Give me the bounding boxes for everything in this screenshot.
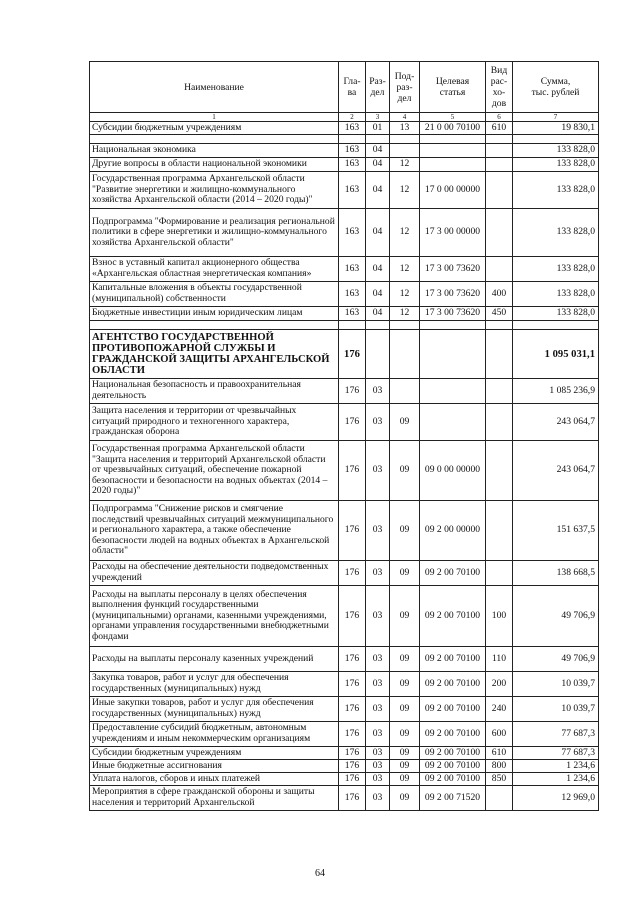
cell-target: 09 2 00 70100 xyxy=(420,561,486,586)
header-razdel: Раз- дел xyxy=(366,62,390,113)
cell-vid: 610 xyxy=(486,747,513,760)
cell-sum: 12 969,0 xyxy=(513,786,599,811)
cell-podrazdel: 09 xyxy=(390,586,420,647)
cell-razdel: 04 xyxy=(366,172,390,209)
cell-sum: 1 234,6 xyxy=(513,773,599,786)
cell-glava: 163 xyxy=(339,122,366,135)
cell-podrazdel: 09 xyxy=(390,773,420,786)
cell-razdel: 04 xyxy=(366,257,390,282)
cell-podrazdel: 09 xyxy=(390,760,420,773)
cell-glava: 176 xyxy=(339,722,366,747)
cell-name: АГЕНТСТВО ГОСУДАРСТВЕННОЙ ПРОТИВОПОЖАРНОЙ СЛУЖБЫ И ГРАЖДАНСКОЙ ЗАЩИТЫ АРХАНГЕЛЬСКОЙ ОБЛАСТИ xyxy=(90,330,339,379)
cell-razdel: 03 xyxy=(366,786,390,811)
cell-sum: 77 687,3 xyxy=(513,747,599,760)
spacer-cell xyxy=(420,135,486,144)
cell-name: Субсидии бюджетным учреждениям xyxy=(90,122,339,135)
cell-sum: 133 828,0 xyxy=(513,172,599,209)
cell-razdel: 04 xyxy=(366,307,390,321)
cell-name: Мероприятия в сфере гражданской обороны и защиты населения и территорий Архангельской xyxy=(90,786,339,811)
cell-vid xyxy=(486,158,513,172)
table-row xyxy=(90,697,599,722)
header-sum: Сумма, тыс. рублей xyxy=(513,62,599,113)
header-vid: Вид рас- хо- дов xyxy=(486,62,513,113)
table-row xyxy=(90,307,599,321)
cell-glava: 176 xyxy=(339,697,366,722)
table-row xyxy=(90,282,599,307)
cell-sum: 243 064,7 xyxy=(513,404,599,441)
cell-vid: 600 xyxy=(486,722,513,747)
cell-razdel: 04 xyxy=(366,209,390,257)
cell-target: 09 2 00 70100 xyxy=(420,773,486,786)
cell-sum: 19 830,1 xyxy=(513,122,599,135)
header-podrazdel: Под- раз- дел xyxy=(390,62,420,113)
cell-vid xyxy=(486,172,513,209)
cell-name: Взнос в уставный капитал акционерного общества «Архангельская областная энергетическая компания» xyxy=(90,257,339,282)
page-number: 64 xyxy=(315,868,325,879)
cell-target xyxy=(420,404,486,441)
cell-target: 09 2 00 70100 xyxy=(420,672,486,697)
cell-vid xyxy=(486,404,513,441)
cell-razdel: 03 xyxy=(366,722,390,747)
header-name: Наименование xyxy=(90,62,339,113)
cell-glava: 176 xyxy=(339,760,366,773)
spacer-cell xyxy=(339,321,366,330)
cell-razdel: 03 xyxy=(366,773,390,786)
cell-razdel: 03 xyxy=(366,379,390,404)
table-row xyxy=(90,647,599,672)
spacer-cell xyxy=(366,135,390,144)
cell-vid: 850 xyxy=(486,773,513,786)
header-target: Целевая статья xyxy=(420,62,486,113)
cell-glava: 176 xyxy=(339,561,366,586)
cell-name: Субсидии бюджетным учреждениям xyxy=(90,747,339,760)
cell-sum: 77 687,3 xyxy=(513,722,599,747)
cell-glava: 163 xyxy=(339,209,366,257)
cell-name: Предоставление субсидий бюджетным, автономным учреждениям и иным некоммерческим организациям xyxy=(90,722,339,747)
cell-podrazdel xyxy=(390,144,420,158)
cell-name: Расходы на выплаты персоналу в целях обеспечения выполнения функций государственными (муниципальными) органами, казенными учреждениями, органами управления государственными внебюджетными фондами xyxy=(90,586,339,647)
cell-glava: 176 xyxy=(339,786,366,811)
cell-podrazdel: 09 xyxy=(390,672,420,697)
cell-sum: 133 828,0 xyxy=(513,282,599,307)
cell-vid: 450 xyxy=(486,307,513,321)
spacer-cell xyxy=(366,321,390,330)
spacer-cell xyxy=(90,135,339,144)
table-row xyxy=(90,441,599,501)
spacer-row xyxy=(90,135,599,144)
col-number: 1 xyxy=(90,113,339,122)
table-row xyxy=(90,586,599,647)
cell-glava: 176 xyxy=(339,404,366,441)
cell-target: 09 2 00 70100 xyxy=(420,747,486,760)
cell-name: Расходы на выплаты персоналу казенных учреждений xyxy=(90,647,339,672)
cell-glava: 163 xyxy=(339,257,366,282)
table-row xyxy=(90,760,599,773)
cell-podrazdel: 09 xyxy=(390,722,420,747)
col-number: 3 xyxy=(366,113,390,122)
cell-glava: 176 xyxy=(339,330,366,379)
table-row xyxy=(90,561,599,586)
table-row xyxy=(90,501,599,561)
cell-vid: 610 xyxy=(486,122,513,135)
spacer-cell xyxy=(420,321,486,330)
cell-target xyxy=(420,158,486,172)
cell-glava: 163 xyxy=(339,307,366,321)
cell-sum: 49 706,9 xyxy=(513,586,599,647)
cell-podrazdel: 09 xyxy=(390,647,420,672)
cell-target: 17 3 00 73620 xyxy=(420,282,486,307)
table-row-agency xyxy=(90,330,599,379)
cell-glava: 176 xyxy=(339,586,366,647)
cell-sum: 138 668,5 xyxy=(513,561,599,586)
cell-target: 17 0 00 00000 xyxy=(420,172,486,209)
cell-name: Иные закупки товаров, работ и услуг для обеспечения государственных (муниципальных) нужд xyxy=(90,697,339,722)
cell-name: Другие вопросы в области национальной экономики xyxy=(90,158,339,172)
cell-podrazdel: 09 xyxy=(390,697,420,722)
spacer-cell xyxy=(486,135,513,144)
cell-razdel: 03 xyxy=(366,501,390,561)
cell-sum: 133 828,0 xyxy=(513,144,599,158)
cell-vid xyxy=(486,501,513,561)
cell-target: 17 3 00 00000 xyxy=(420,209,486,257)
cell-vid xyxy=(486,257,513,282)
cell-podrazdel xyxy=(390,379,420,404)
spacer-cell xyxy=(513,321,599,330)
col-number: 2 xyxy=(339,113,366,122)
cell-vid: 100 xyxy=(486,586,513,647)
cell-podrazdel: 12 xyxy=(390,307,420,321)
table-row xyxy=(90,404,599,441)
spacer-row xyxy=(90,321,599,330)
cell-podrazdel: 09 xyxy=(390,404,420,441)
cell-name: Государственная программа Архангельской области "Защита населения и территорий Архангельской области от чрезвычайных ситуаций, обеспечение пожарной безопасности и безопасности на водных объектах (2014 – 2020 годы)" xyxy=(90,441,339,501)
spacer-cell xyxy=(390,135,420,144)
spacer-cell xyxy=(339,135,366,144)
cell-sum: 1 234,6 xyxy=(513,760,599,773)
cell-glava: 176 xyxy=(339,501,366,561)
cell-podrazdel: 09 xyxy=(390,561,420,586)
cell-podrazdel: 12 xyxy=(390,158,420,172)
col-number: 4 xyxy=(390,113,420,122)
cell-vid xyxy=(486,561,513,586)
table-body xyxy=(90,122,599,811)
cell-target: 09 2 00 70100 xyxy=(420,697,486,722)
cell-name: Бюджетные инвестиции иным юридическим лицам xyxy=(90,307,339,321)
cell-vid: 400 xyxy=(486,282,513,307)
cell-razdel: 03 xyxy=(366,586,390,647)
cell-podrazdel: 09 xyxy=(390,501,420,561)
cell-name: Защита населения и территории от чрезвычайных ситуаций природного и техногенного характера, гражданская оборона xyxy=(90,404,339,441)
table-row xyxy=(90,786,599,811)
cell-vid xyxy=(486,330,513,379)
cell-glava: 163 xyxy=(339,158,366,172)
cell-vid xyxy=(486,786,513,811)
cell-glava: 176 xyxy=(339,672,366,697)
cell-podrazdel: 12 xyxy=(390,282,420,307)
cell-razdel: 03 xyxy=(366,561,390,586)
cell-sum: 10 039,7 xyxy=(513,672,599,697)
cell-razdel: 03 xyxy=(366,697,390,722)
spacer-cell xyxy=(90,321,339,330)
cell-razdel xyxy=(366,330,390,379)
cell-vid xyxy=(486,144,513,158)
cell-target: 09 2 00 70100 xyxy=(420,760,486,773)
cell-razdel: 04 xyxy=(366,144,390,158)
table-row xyxy=(90,144,599,158)
cell-target xyxy=(420,379,486,404)
cell-razdel: 03 xyxy=(366,647,390,672)
cell-vid: 200 xyxy=(486,672,513,697)
cell-glava: 176 xyxy=(339,379,366,404)
spacer-cell xyxy=(390,321,420,330)
cell-razdel: 03 xyxy=(366,672,390,697)
cell-podrazdel xyxy=(390,330,420,379)
header-glava: Гла- ва xyxy=(339,62,366,113)
cell-name: Иные бюджетные ассигнования xyxy=(90,760,339,773)
spacer-cell xyxy=(513,135,599,144)
cell-name: Закупка товаров, работ и услуг для обеспечения государственных (муниципальных) нужд xyxy=(90,672,339,697)
cell-glava: 163 xyxy=(339,172,366,209)
cell-target: 17 3 00 73620 xyxy=(420,307,486,321)
table-row xyxy=(90,722,599,747)
cell-sum: 1 095 031,1 xyxy=(513,330,599,379)
cell-podrazdel: 12 xyxy=(390,257,420,282)
cell-vid: 240 xyxy=(486,697,513,722)
cell-razdel: 04 xyxy=(366,158,390,172)
cell-glava: 163 xyxy=(339,144,366,158)
cell-name: Подпрограмма "Снижение рисков и смягчение последствий чрезвычайных ситуаций межмуниципального и регионального характера, а также обеспечение безопасности людей на водных объектах в Архангельской области" xyxy=(90,501,339,561)
cell-razdel: 03 xyxy=(366,404,390,441)
cell-vid xyxy=(486,379,513,404)
cell-razdel: 03 xyxy=(366,760,390,773)
cell-name: Капитальные вложения в объекты государственной (муниципальной) собственности xyxy=(90,282,339,307)
cell-target: 17 3 00 73620 xyxy=(420,257,486,282)
cell-sum: 243 064,7 xyxy=(513,441,599,501)
cell-target: 09 2 00 70100 xyxy=(420,722,486,747)
cell-podrazdel: 09 xyxy=(390,747,420,760)
table-row xyxy=(90,747,599,760)
cell-podrazdel: 09 xyxy=(390,441,420,501)
cell-sum: 10 039,7 xyxy=(513,697,599,722)
cell-name: Расходы на обеспечение деятельности подведомственных учреждений xyxy=(90,561,339,586)
cell-sum: 133 828,0 xyxy=(513,307,599,321)
cell-target xyxy=(420,144,486,158)
cell-sum: 133 828,0 xyxy=(513,257,599,282)
cell-glava: 176 xyxy=(339,441,366,501)
cell-podrazdel: 13 xyxy=(390,122,420,135)
cell-glava: 176 xyxy=(339,647,366,672)
table-row xyxy=(90,158,599,172)
cell-name: Уплата налогов, сборов и иных платежей xyxy=(90,773,339,786)
cell-razdel: 04 xyxy=(366,282,390,307)
cell-podrazdel: 12 xyxy=(390,209,420,257)
table-row xyxy=(90,257,599,282)
table-row xyxy=(90,122,599,135)
cell-sum: 49 706,9 xyxy=(513,647,599,672)
cell-podrazdel: 09 xyxy=(390,786,420,811)
column-number-row xyxy=(90,113,599,122)
cell-sum: 133 828,0 xyxy=(513,209,599,257)
table-row xyxy=(90,379,599,404)
table-header-row xyxy=(90,62,599,113)
cell-glava: 176 xyxy=(339,773,366,786)
cell-glava: 176 xyxy=(339,747,366,760)
cell-target: 09 2 00 70100 xyxy=(420,586,486,647)
table-row xyxy=(90,172,599,209)
cell-name: Национальная безопасность и правоохранительная деятельность xyxy=(90,379,339,404)
cell-sum: 1 085 236,9 xyxy=(513,379,599,404)
table-row xyxy=(90,773,599,786)
cell-vid: 110 xyxy=(486,647,513,672)
cell-name: Подпрограмма "Формирование и реализация региональной политики в сфере энергетики и жилищно-коммунального хозяйства Архангельской области" xyxy=(90,209,339,257)
cell-target: 09 2 00 71520 xyxy=(420,786,486,811)
cell-vid: 800 xyxy=(486,760,513,773)
cell-razdel: 01 xyxy=(366,122,390,135)
cell-name: Государственная программа Архангельской области "Развитие энергетики и жилищно-коммунального хозяйства Архангельской области (2014 – 2020 годы)" xyxy=(90,172,339,209)
cell-sum: 133 828,0 xyxy=(513,158,599,172)
spacer-cell xyxy=(486,321,513,330)
cell-target: 09 2 00 00000 xyxy=(420,501,486,561)
cell-target xyxy=(420,330,486,379)
col-number: 7 xyxy=(513,113,599,122)
cell-vid xyxy=(486,209,513,257)
cell-name: Национальная экономика xyxy=(90,144,339,158)
col-number: 5 xyxy=(420,113,486,122)
cell-glava: 163 xyxy=(339,282,366,307)
cell-podrazdel: 12 xyxy=(390,172,420,209)
cell-sum: 151 637,5 xyxy=(513,501,599,561)
cell-target: 09 2 00 70100 xyxy=(420,647,486,672)
cell-vid xyxy=(486,441,513,501)
table-row xyxy=(90,209,599,257)
cell-razdel: 03 xyxy=(366,441,390,501)
col-number: 6 xyxy=(486,113,513,122)
cell-target: 09 0 00 00000 xyxy=(420,441,486,501)
table-row xyxy=(90,672,599,697)
cell-target: 21 0 00 70100 xyxy=(420,122,486,135)
budget-table xyxy=(89,61,599,811)
cell-razdel: 03 xyxy=(366,747,390,760)
